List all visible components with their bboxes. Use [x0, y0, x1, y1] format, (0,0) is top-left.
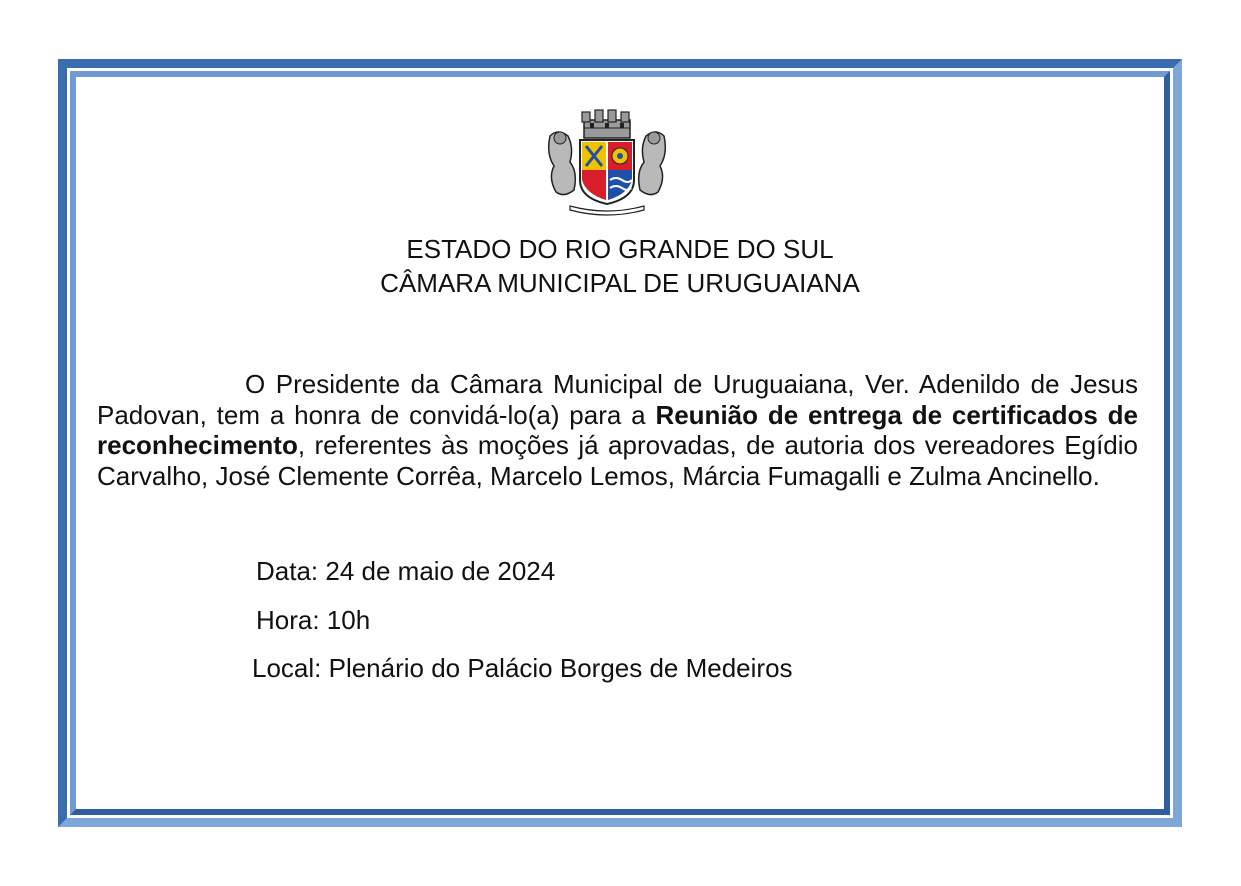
invitation-paragraph — [97, 369, 1138, 491]
municipal-coat-of-arms-icon — [540, 106, 674, 218]
heading-chamber: CÂMARA MUNICIPAL DE URUGUAIANA — [380, 268, 860, 298]
invitation-event-name: Reunião de entrega de certificados de reconhecimento — [97, 399, 1138, 460]
event-time: Hora: 10h — [256, 605, 371, 635]
heading-state: ESTADO DO RIO GRANDE DO SUL — [406, 234, 834, 264]
event-date: Data: 24 de maio de 2024 — [256, 556, 556, 586]
invitation-text-start: O Presidente da Câmara Municipal de Uruguaiana, Ver. Adenildo de Jesus Padovan, tem a honra de convidá-lo(a) para a — [97, 369, 1138, 430]
invitation-text-end: , referentes às moções já aprovadas, de autoria dos vereadores Egídio Carvalho, José Clemente Corrêa, Marcelo Lemos, Márcia Fumagalli e Zulma Ancinello. — [97, 430, 1138, 491]
event-location: Local: Plenário do Palácio Borges de Medeiros — [252, 653, 793, 683]
